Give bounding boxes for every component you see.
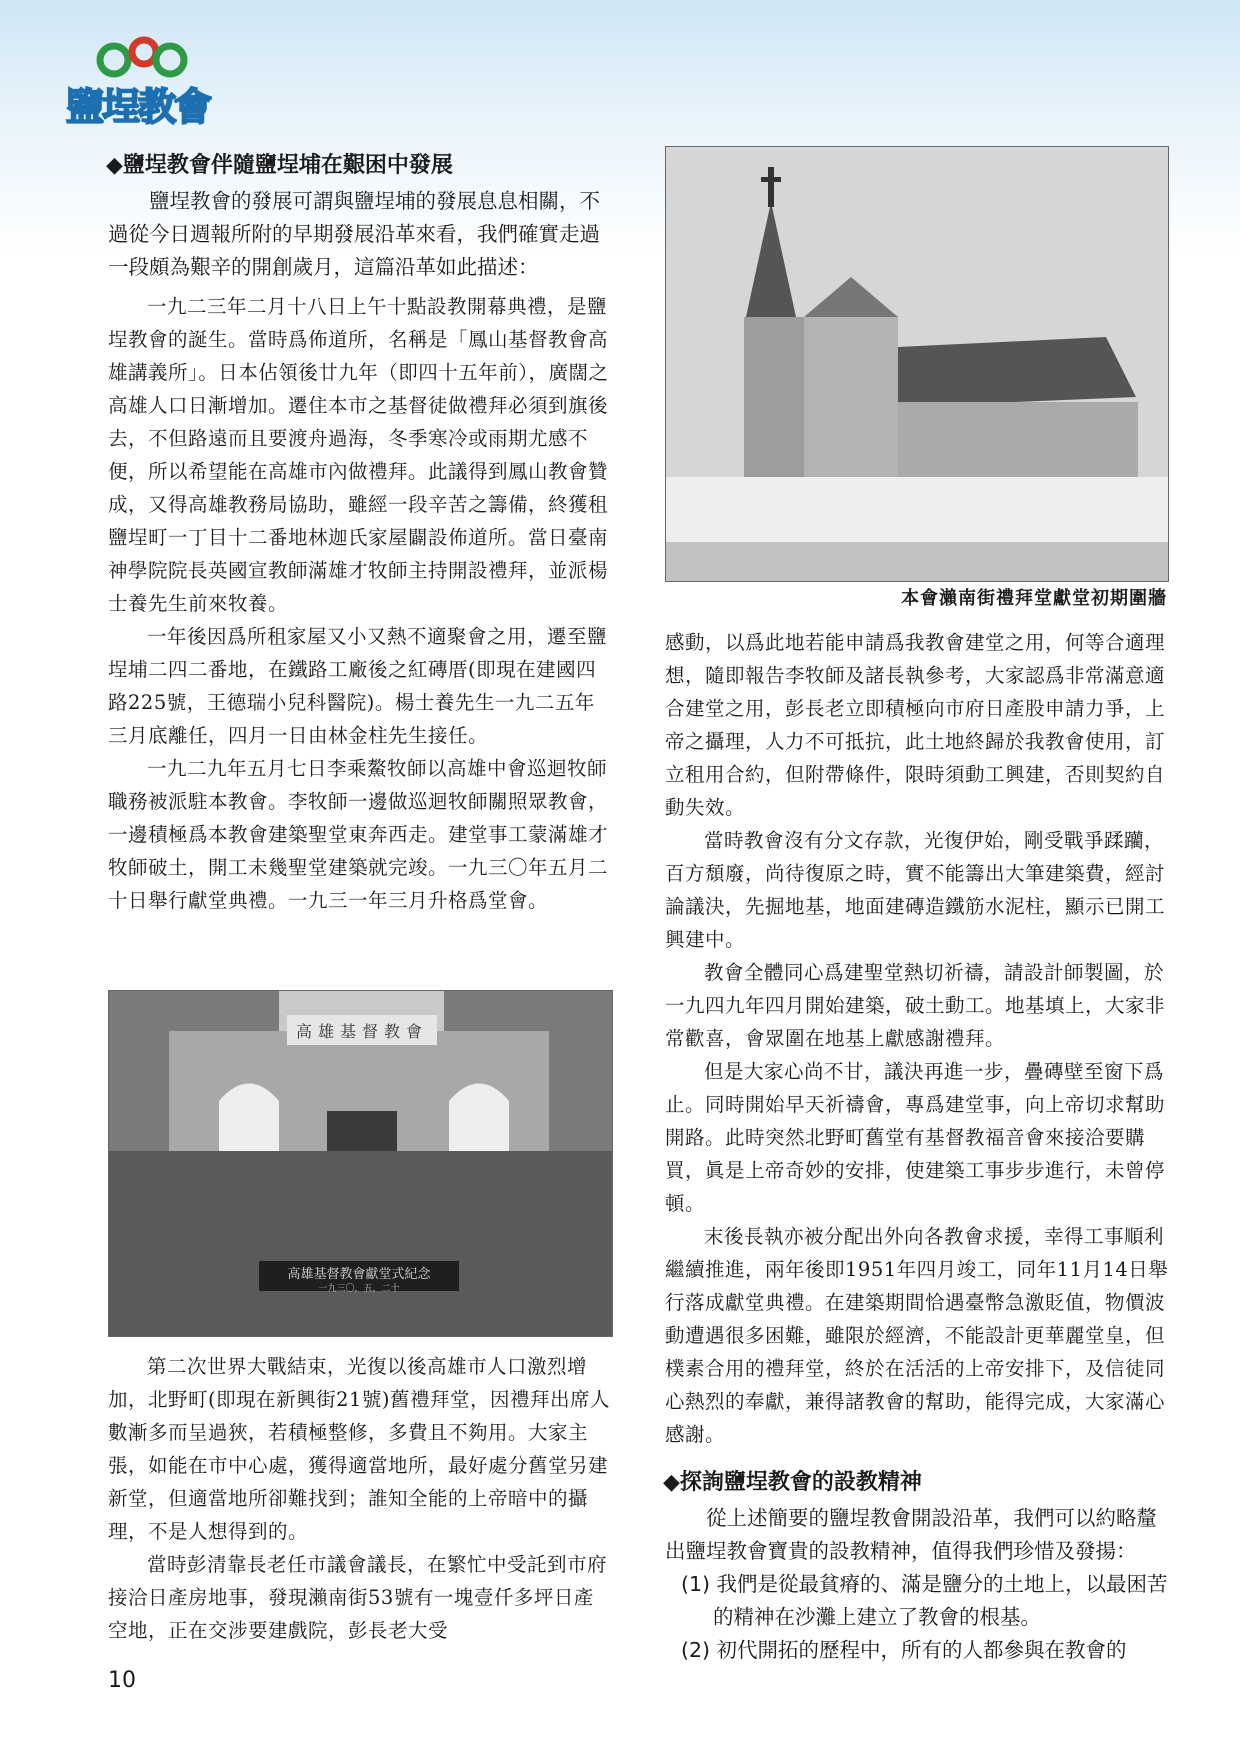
spirit-list-item-2: (2) 初代開拓的歷程中，所有的人都參與在教會的 xyxy=(681,1638,1127,1662)
quote-paragraph-2: 一年後因爲所租家屋又小又熱不適聚會之用，遷至鹽埕埔二四二番地，在鐵路工廠後之紅磚厝(即現在建國四路225號，王德瑞小兒科醫院)。楊士養先生一九二五年三月底離任，四月一日由林金柱先生接任。 xyxy=(108,625,608,747)
left-column xyxy=(108,148,613,917)
quote-paragraph-5: 當時彭清靠長老任市議會議長，在繁忙中受託到市府接洽日產房地事，發現瀨南街53號有一塊壹仟多坪日產空地，正在交涉要建戲院，彭長老大受 xyxy=(108,1553,608,1642)
spirit-intro-paragraph: 從上述簡要的鹽埕教會開設沿革，我們可以約略釐出鹽埕教會寶貴的設教精神，值得我們珍惜及發揚： xyxy=(665,1506,1157,1563)
church-photo-caption: 本會瀨南街禮拜堂獻堂初期圍牆 xyxy=(901,588,1167,609)
section-heading-spirit: ◆探詢鹽埕教會的設教精神 xyxy=(663,1470,922,1495)
church-wall-photo xyxy=(665,146,1169,582)
continued-paragraph-4: 但是大家心尚不甘，議決再進一步，疊磚壁至窗下爲止。同時開始早天祈禱會，專爲建堂事，向上帝切求幫助開路。此時突然北野町舊堂有基督教福音會來接洽要購買，眞是上帝奇妙的安排，使建築工事步步進行，未曾停頓。 xyxy=(665,1060,1166,1215)
continued-paragraph-3: 教會全體同心爲建聖堂熱切祈禱，請設計師製圖，於一九四九年四月開始建築，破土動工。地基填上，大家非常歡喜，會眾圍在地基上獻感謝禮拜。 xyxy=(665,961,1166,1050)
quote-paragraph-4: 第二次世界大戰結束，光復以後高雄市人口激烈增加，北野町(即現在新興街21號)舊禮拜堂，因禮拜出席人數漸多而呈過狹，若積極整修，多費且不夠用。大家主張，如能在市中心處，獲得適當地所，最好處分舊堂另建新堂，但適當地所卻難找到；誰知全能的上帝暗中的攝理，不是人想得到的。 xyxy=(108,1355,611,1543)
dedication-group-photo xyxy=(108,990,613,1337)
photo-signboard-text: 高雄基督教會 xyxy=(295,1022,428,1041)
photo-banner-text: 高雄基督教會獻堂式紀念 xyxy=(287,1267,431,1282)
photo-date-text: 一九三〇，五，二十 xyxy=(318,1284,400,1294)
continued-paragraph-5: 末後長執亦被分配出外向各教會求援，幸得工事順利繼續推進，兩年後即1951年四月竣工，同年11月14日舉行落成獻堂典禮。在建築期間恰遇臺幣急激貶值，物價波動遭遇很多困難，雖限於經濟，不能設計更華麗堂皇，但樸素合用的禮拜堂，終於在活活的上帝安排下，及信徒同心熱烈的奉獻，兼得諸教會的幫助，能得完成，大家滿心感謝。 xyxy=(665,1225,1169,1446)
page-number: 10 xyxy=(108,1668,136,1693)
continued-paragraph-1: 感動，以爲此地若能申請爲我教會建堂之用，何等合適理想，隨即報告李牧師及諸長執參考，大家認爲非常滿意適合建堂之用，彭長老立即積極向市府日產股申請力爭，上帝之攝理，人力不可抵抗，此土地終歸於我教會使用，訂立租用合約，但附帶條件，限時須動工興建，否則契約自動失效。 xyxy=(665,631,1166,819)
quote-paragraph-1: 一九二三年二月十八日上午十點設教開幕典禮，是鹽埕教會的誕生。當時爲佈道所，名稱是「鳳山基督教會高雄講義所」。日本佔領後廿九年（即四十五年前），廣闊之高雄人口日漸增加。遷住本市之基督徒做禮拜必須到旗後去，不但路遠而且要渡舟過海，冬季寒冷或雨期尤感不便，所以希望能在高雄市內做禮拜。此議得到鳳山教會贊成，又得高雄教務局協助，雖經一段辛苦之籌備，終獲租鹽埕町一丁目十二番地林迦氏家屋闢設佈道所。當日臺南神學院院長英國宣教師滿雄才牧師主持開設禮拜，並派楊士養先生前來牧養。 xyxy=(108,295,609,615)
church-photo-image xyxy=(666,147,1168,581)
history-quote xyxy=(108,290,613,917)
left-column-lower xyxy=(108,1350,613,1647)
church-logo xyxy=(66,30,236,130)
spirit-list-item-1: (1) 我們是從最貧瘠的、滿是鹽分的土地上，以最困苦的精神在沙灘上建立了教會的根基。 xyxy=(681,1572,1168,1629)
right-column xyxy=(665,626,1170,1667)
quote-paragraph-3: 一九二九年五月七日李乘鰲牧師以高雄中會巡迴牧師職務被派駐本教會。李牧師一邊做巡迴牧師關照眾教會，一邊積極爲本教會建築聖堂東奔西走。建堂事工蒙滿雄才牧師破土，開工未幾聖堂建築就完竣。一九三〇年五月二十日舉行獻堂典禮。一九三一年三月升格爲堂會。 xyxy=(108,757,609,912)
intro-paragraph: 鹽埕教會的發展可謂與鹽埕埔的發展息息相關，不過從今日週報所附的早期發展沿革來看，我們確實走過一段頗為艱辛的開創歲月，這篇沿革如此描述： xyxy=(108,189,600,279)
section-heading-development: ◆鹽埕教會伴隨鹽埕埔在艱困中發展 xyxy=(106,153,453,178)
continued-paragraph-2: 當時教會沒有分文存款，光復伊始，剛受戰爭蹂躪，百方頹廢，尚待復原之時，實不能籌出大筆建築費，經討論議決，先掘地基，地面建磚造鐵筋水泥柱，顯示已開工興建中。 xyxy=(665,829,1166,951)
logo-text: 鹽埕教會 xyxy=(66,85,211,129)
